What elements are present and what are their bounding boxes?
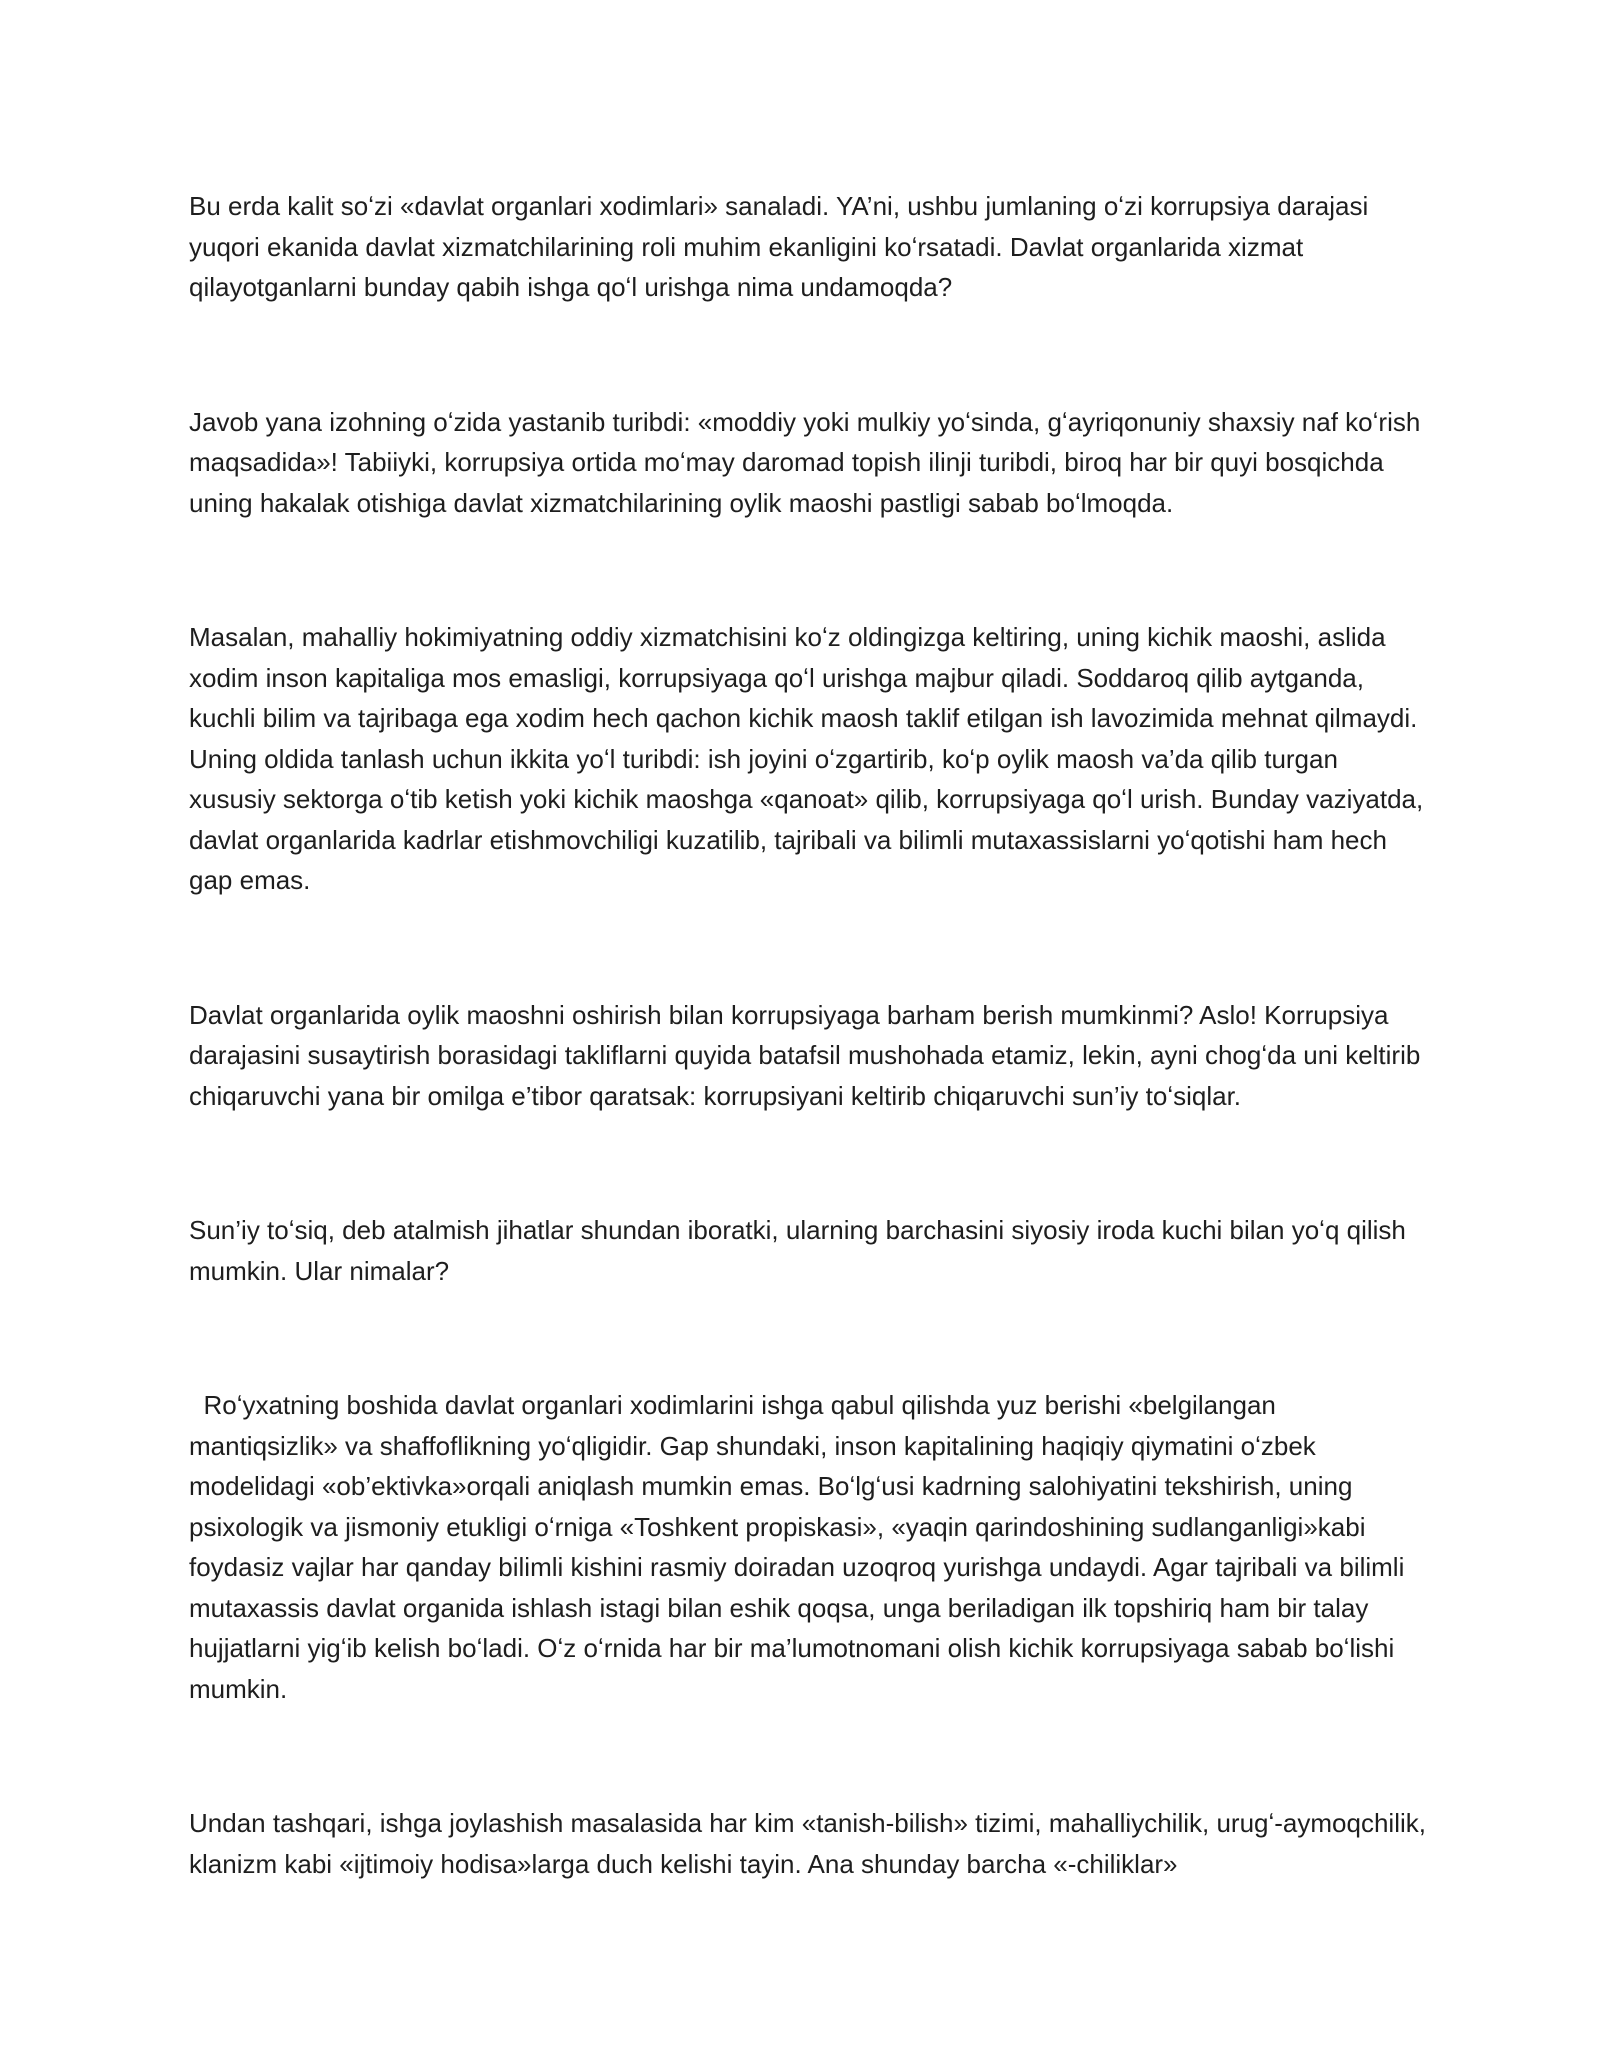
paragraph-7: Undan tashqari, ishga joylashish masalasida har kim «tanish-bilish» tizimi, mahalliychilik, urugʻ-aymoqchilik, klanizm kabi «ijtimoiy hodisa»larga duch kelishi tayin. Ana shunday barcha «-chiliklar»	[189, 1808, 1434, 1879]
paragraph-3: Masalan, mahalliy hokimiyatning oddiy xizmatchisini koʻz oldingizga keltiring, uning kichik maoshi, aslida xodim inson kapitaliga mos emasligi, korrupsiyaga qoʻl urishga majbur qiladi. Soddaroq qilib aytganda, kuchli bilim va tajribaga ega xodim hech qachon kichik maosh taklif etilgan ish lavozimida mehnat qilmaydi. Uning oldida tanlash uchun ikkita yoʻl turibdi: ish joyini oʻzgartirib, koʻp oylik maosh va’da qilib turgan xususiy sektorga oʻtib ketish yoki kichik maoshga «qanoat» qilib, korrupsiyaga qoʻl urish. Bunday vaziyatda, davlat organlarida kadrlar etishmovchiligi kuzatilib, tajribali va bilimli mutaxassislarni yoʻqotishi ham hech gap emas.	[189, 622, 1431, 895]
paragraph-4: Davlat organlarida oylik maoshni oshirish bilan korrupsiyaga barham berish mumkinmi? Aslo! Korrupsiya darajasini susaytirish borasidagi takliflarni quyida batafsil mushohada etamiz, lekin, ayni chogʻda uni keltirib chiqaruvchi yana bir omilga e’tibor qaratsak: korrupsiyani keltirib chiqaruvchi sun’iy toʻsiqlar.	[189, 999, 1428, 1111]
paragraph-2: Javob yana izohning oʻzida yastanib turibdi: «moddiy yoki mulkiy yoʻsinda, gʻayriqonuniy shaxsiy naf koʻrish maqsadida»! Tabiiyki, korrupsiya ortida moʻmay daromad topish ilinji turibdi, biroq har bir quyi bosqichda uning hakalak otishiga davlat xizmatchilarining oylik maoshi pastligi sabab boʻlmoqda.	[189, 406, 1428, 518]
paragraph-1: Bu erda kalit soʻzi «davlat organlari xodimlari» sanaladi. YA’ni, ushbu jumlaning oʻzi korrupsiya darajasi yuqori ekanida davlat xizmatchilarining roli muhim ekanligini koʻrsatadi. Davlat organlarida xizmat qilayotganlarni bunday qabih ishga qoʻl urishga nima undamoqda?	[189, 191, 1376, 302]
paragraph-5: Sun’iy toʻsiq, deb atalmish jihatlar shundan iboratki, ularning barchasini siyosiy iroda kuchi bilan yoʻq qilish mumkin. Ular nimalar?	[189, 1215, 1414, 1286]
paragraph-6: Roʻyxatning boshida davlat organlari xodimlarini ishga qabul qilishda yuz berishi «belgilangan mantiqsizlik» va shaffoflikning yoʻqligidir. Gap shundaki, inson kapitalining haqiqiy qiymatini oʻzbek modelidagi «ob’ektivka»orqali aniqlash mumkin emas. Boʻlgʻusi kadrning salohiyatini tekshirish, uning psixologik va jismoniy etukligi oʻrniga «Toshkent propiskasi», «yaqin qarindoshining sudlanganligi»kabi foydasiz vajlar har qanday bilimli kishini rasmiy doiradan uzoqroq yurishga undaydi. Agar tajribali va bilimli mutaxassis davlat organida ishlash istagi bilan eshik qoqsa, unga beriladigan ilk topshiriq ham bir talay hujjatlarni yigʻib kelish boʻladi. Oʻz oʻrnida har bir ma’lumotnomani olish kichik korrupsiyaga sabab boʻlishi mumkin.	[189, 1390, 1412, 1704]
document-body	[189, 186, 1434, 1884]
